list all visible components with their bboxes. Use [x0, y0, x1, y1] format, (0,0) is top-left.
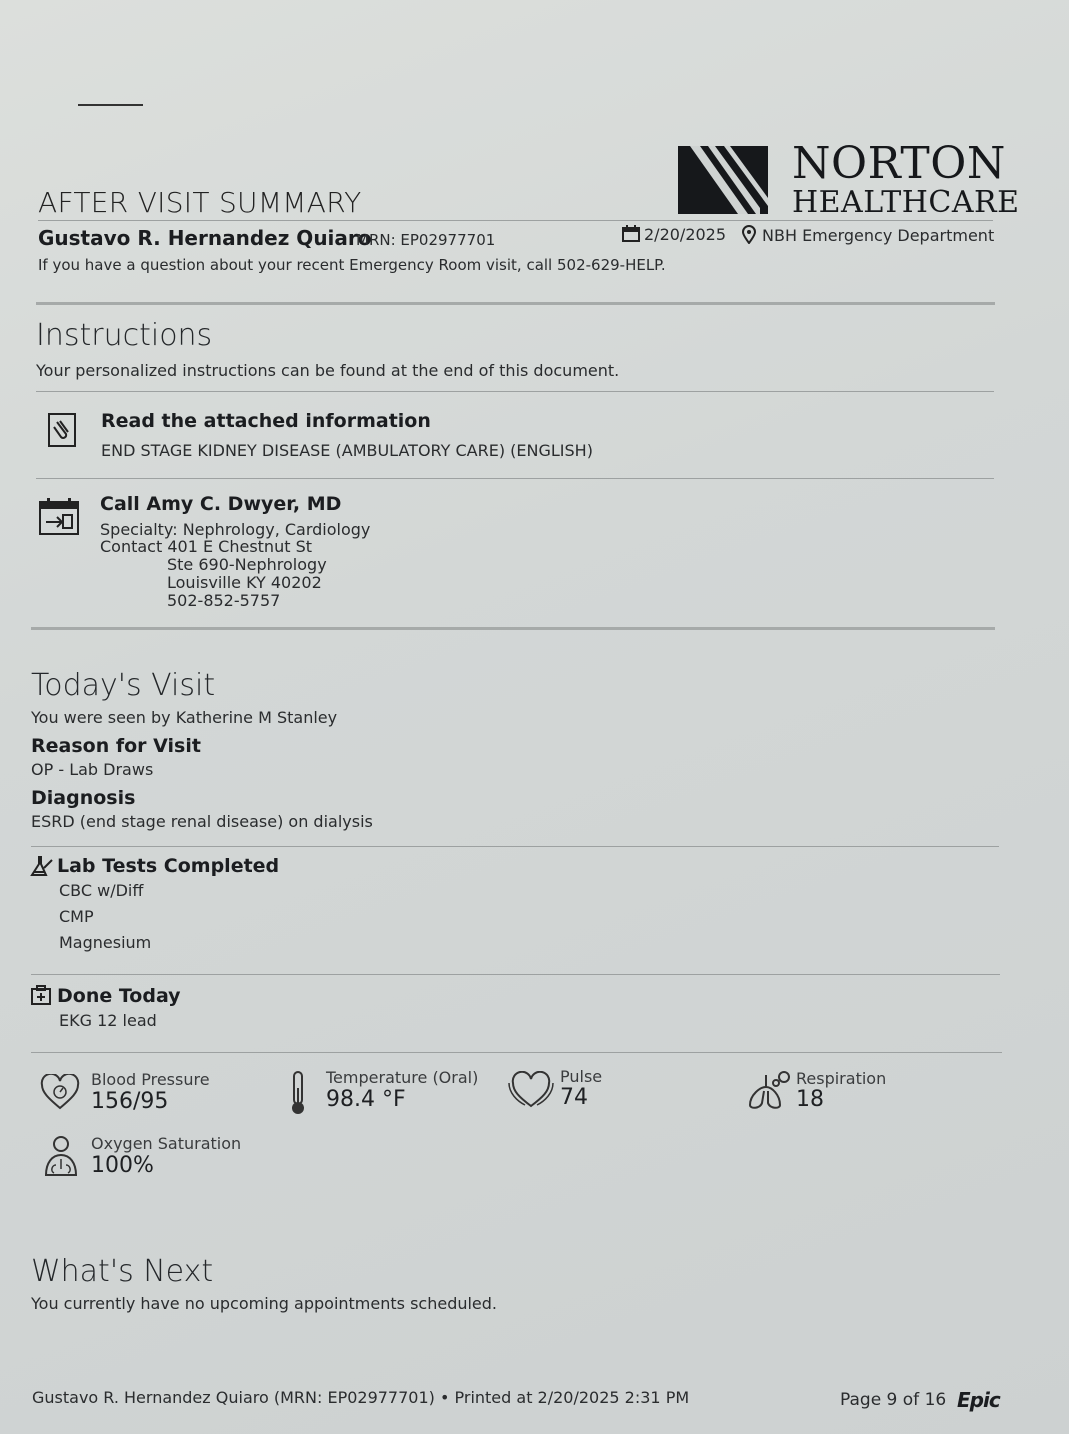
respiration-value: 18: [796, 1087, 824, 1112]
document-title: AFTER VISIT SUMMARY: [38, 186, 362, 219]
corner-dash: [78, 104, 143, 106]
oxygen-label: Oxygen Saturation: [91, 1134, 242, 1153]
calendar-icon: [622, 225, 640, 242]
lab-test-item: Magnesium: [59, 933, 152, 952]
visit-date-text: 2/20/2025: [644, 225, 727, 244]
epic-logo: Epic: [957, 1388, 1000, 1412]
instructions-divider-1: [36, 391, 994, 392]
read-info-title: Read the attached information: [101, 410, 431, 432]
reason-label: Reason for Visit: [31, 735, 201, 757]
temperature-value: 98.4 °F: [326, 1087, 406, 1112]
done-today-value: EKG 12 lead: [59, 1011, 157, 1030]
pulse-label: Pulse: [560, 1067, 603, 1086]
instructions-subtext: Your personalized instructions can be found at the end of this document.: [36, 361, 620, 380]
read-info-detail: END STAGE KIDNEY DISEASE (AMBULATORY CARE) (ENGLISH): [101, 441, 593, 460]
visit-department: [742, 225, 994, 245]
er-question-line: If you have a question about your recent Emergency Room visit, call 502-629-HELP.: [38, 256, 666, 274]
patient-name: Gustavo R. Hernandez Quiaro: [38, 226, 372, 250]
diagnosis-value: ESRD (end stage renal disease) on dialysis: [31, 812, 373, 831]
norton-logo-icon: [678, 146, 768, 214]
location-pin-icon: [742, 225, 756, 244]
section-divider-1: [36, 302, 995, 305]
visit-divider-2: [31, 974, 1000, 975]
thermometer-icon: [288, 1070, 308, 1116]
contact-line-2: Ste 690-Nephrology: [167, 555, 327, 574]
done-today-label: Done Today: [57, 985, 181, 1007]
todays-visit-heading: Today's Visit: [31, 668, 216, 703]
contact-phone: 502-852-5757: [167, 591, 281, 610]
blood-pressure-heart-icon: [40, 1074, 80, 1110]
reason-value: OP - Lab Draws: [31, 760, 154, 779]
attachment-document-icon: [46, 412, 78, 448]
doctor-specialty: Specialty: Nephrology, Cardiology: [100, 520, 371, 539]
instructions-divider-2: [36, 478, 994, 479]
header-divider: [38, 220, 993, 221]
whats-next-heading: What's Next: [31, 1254, 214, 1289]
pulse-value: 74: [560, 1085, 588, 1110]
instructions-heading: Instructions: [36, 318, 213, 353]
medical-kit-icon: [31, 985, 51, 1005]
diagnosis-label: Diagnosis: [31, 787, 136, 809]
footer-printed: Gustavo R. Hernandez Quiaro (MRN: EP02977701) • Printed at 2/20/2025 2:31 PM: [32, 1388, 690, 1407]
lungs-icon: [746, 1069, 792, 1111]
flask-icon: [30, 856, 54, 878]
lab-test-item: CBC w/Diff: [59, 881, 144, 900]
respiration-label: Respiration: [796, 1069, 887, 1088]
seen-by: You were seen by Katherine M Stanley: [31, 708, 338, 727]
call-doctor-title: Call Amy C. Dwyer, MD: [100, 493, 342, 515]
pulse-heart-icon: [507, 1071, 555, 1109]
temperature-label: Temperature (Oral): [326, 1068, 479, 1087]
lab-test-item: CMP: [59, 907, 94, 926]
logo-line2: HEALTHCARE: [792, 185, 1020, 220]
page-number: Page 9 of 16: [840, 1390, 947, 1410]
logo-line1: NORTON: [792, 138, 1006, 189]
lab-tests-label: Lab Tests Completed: [57, 855, 280, 877]
doctor-contact: [100, 538, 327, 610]
logo-wordmark: [792, 138, 1020, 220]
oxygen-person-icon: [42, 1135, 80, 1177]
bp-value: 156/95: [91, 1089, 169, 1114]
visit-divider-3: [31, 1052, 1002, 1053]
section-divider-2: [31, 627, 995, 630]
visit-divider-1: [31, 846, 999, 847]
contact-line-1: Contact 401 E Chestnut St: [100, 537, 312, 556]
contact-line-3: Louisville KY 40202: [167, 573, 322, 592]
calendar-arrow-icon: [38, 498, 80, 536]
patient-mrn: MRN: EP02977701: [356, 231, 496, 249]
department-text: NBH Emergency Department: [762, 226, 995, 245]
whats-next-text: You currently have no upcoming appointments scheduled.: [31, 1294, 498, 1313]
oxygen-value: 100%: [91, 1153, 154, 1178]
bp-label: Blood Pressure: [91, 1070, 210, 1089]
visit-date: [622, 225, 726, 244]
